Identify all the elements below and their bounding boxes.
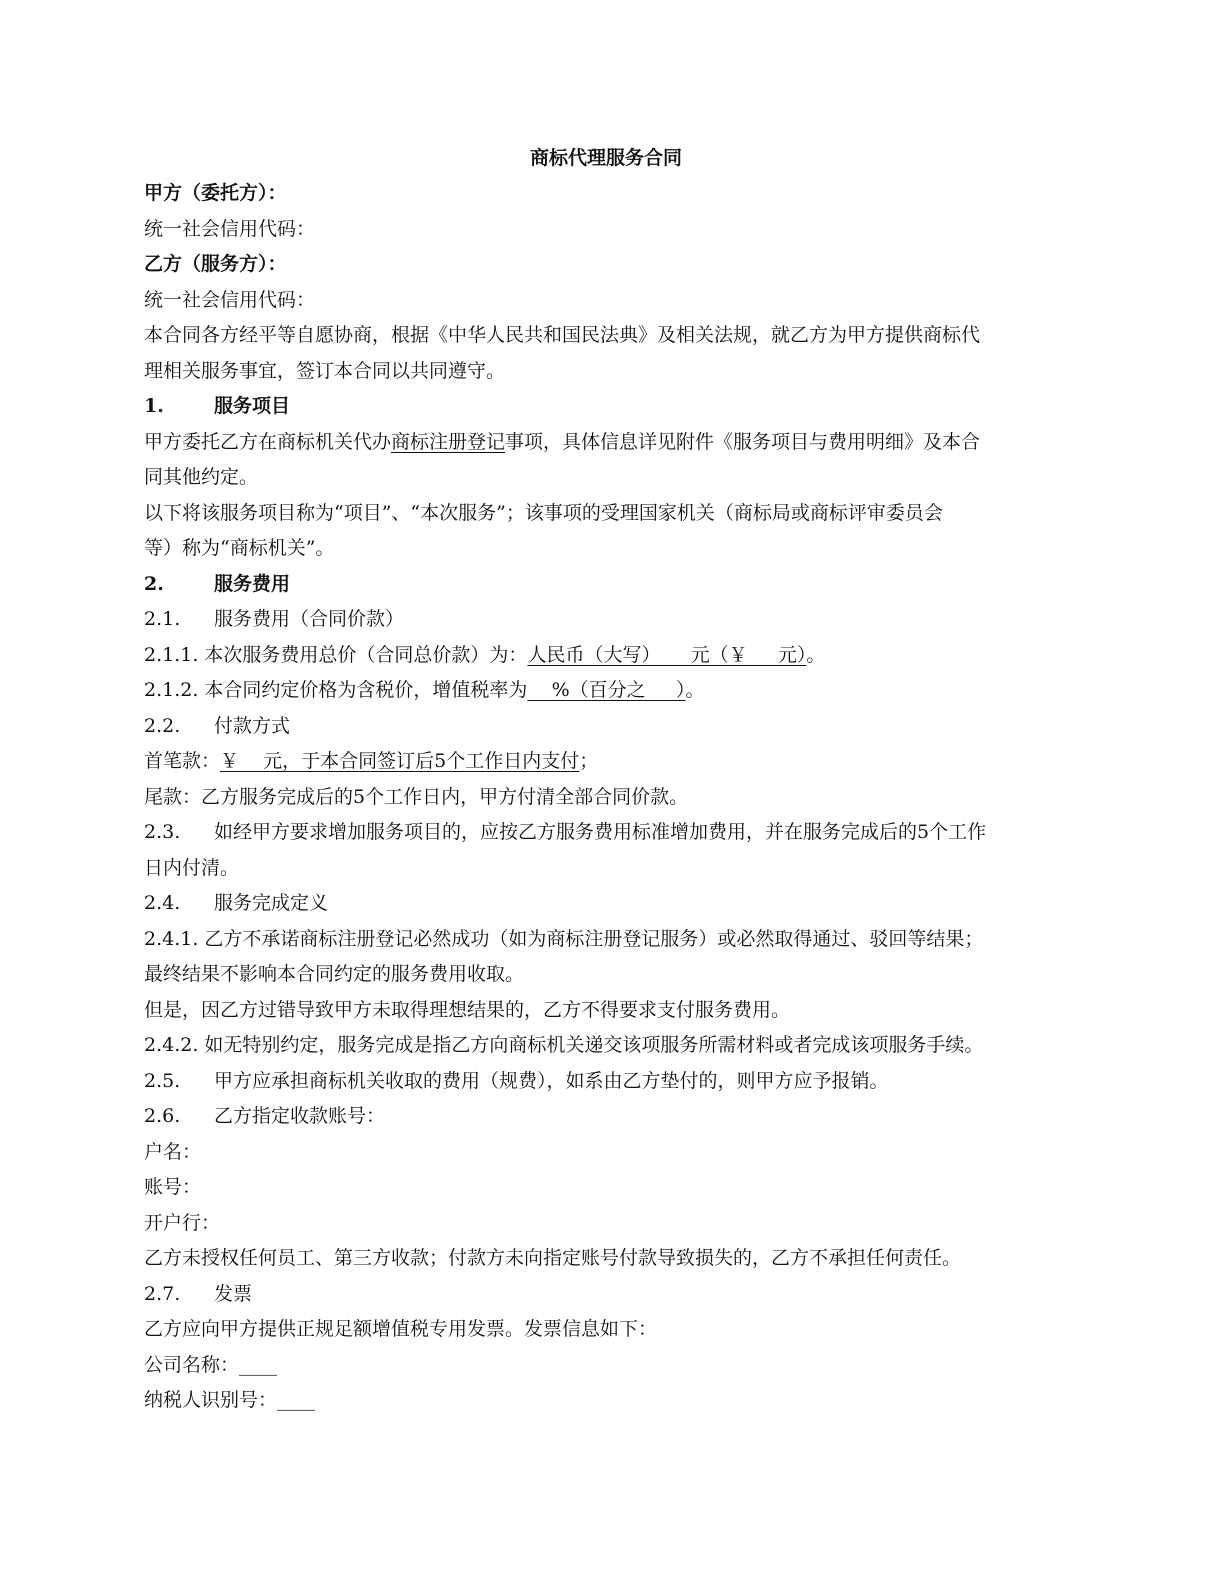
first-payment-blank: ￥ 元，于本合同签订后5个工作日内支付 — [220, 750, 580, 772]
clause-2-5 — [144, 1064, 1074, 1100]
taxpayer-id-field — [144, 1383, 1074, 1419]
clause-2-4-1-exception: 但是，因乙方过错导致甲方未取得理想结果的，乙方不得要求支付服务费用。 — [144, 998, 791, 1021]
clause-number: 2.5. — [144, 1069, 181, 1092]
clause-2-4 — [144, 886, 1074, 922]
clause-number: 2.4. — [144, 892, 181, 914]
first-payment — [144, 744, 1074, 780]
taxpayer-id-blank: ____ — [277, 1389, 316, 1411]
clause-text: 2.1.1. 本次服务费用总价（合同总价款）为： — [144, 643, 528, 666]
company-name-label: 公司名称： — [144, 1353, 240, 1376]
clause-2-4-1: 2.4.1. 乙方不承诺商标注册登记必然成功（如为商标注册登记服务）或必然取得通过、驳回等结果； — [144, 927, 984, 950]
tax-rate-blank: %（百分之 ） — [527, 679, 686, 701]
authorization-note: 乙方未授权任何员工、第三方收款；付款方未向指定账号付款导致损失的，乙方不承担任何责任。 — [144, 1247, 962, 1269]
clause-2-2 — [144, 709, 1074, 745]
party-b-label: 乙方（服务方）： — [144, 253, 287, 275]
section-2-heading — [144, 567, 1074, 603]
clause-text: 服务完成定义 — [214, 892, 329, 914]
clause-2-4-1-cont: 最终结果不影响本合同约定的服务费用收取。 — [144, 963, 525, 985]
clause-2-3 — [144, 815, 1074, 851]
section-1-title: 服务项目 — [214, 395, 291, 417]
section-1-text-post: 事项，具体信息详见附件《服务项目与费用明细》及本合 — [505, 430, 981, 453]
party-a-label: 甲方（委托方）： — [144, 182, 287, 204]
clause-number: 2.7. — [144, 1282, 181, 1305]
clause-text: 服务费用（合同价款） — [214, 608, 405, 630]
section-1-paragraph-1 — [144, 425, 1074, 461]
clause-text-end: 。 — [806, 643, 826, 666]
clause-text: 甲方应承担商标机关收取的费用（规费），如系由乙方垫付的，则甲方应予报销。 — [214, 1069, 889, 1092]
clause-2-1-1 — [144, 638, 1074, 674]
section-1-paragraph-2: 以下将该服务项目称为“项目”、“本次服务”；该事项的受理国家机关（商标局或商标评审委员会 — [144, 501, 943, 524]
document-title: 商标代理服务合同 — [529, 147, 682, 169]
preamble-line-2: 理相关服务事宜，签订本合同以共同遵守。 — [144, 359, 506, 382]
account-number-label: 账号： — [144, 1176, 202, 1198]
clause-2-1-2 — [144, 673, 1074, 709]
clause-2-3-cont: 日内付清。 — [144, 856, 240, 879]
clause-number: 2.3. — [144, 821, 181, 843]
clause-text: 乙方指定收款账号： — [214, 1105, 386, 1127]
section-1-heading — [144, 389, 1074, 425]
clause-text: 付款方式 — [214, 714, 291, 737]
clause-2-7 — [144, 1277, 1074, 1313]
clause-text-end: 。 — [685, 679, 705, 701]
clause-text-end: ； — [579, 750, 599, 772]
section-2-title: 服务费用 — [214, 572, 291, 595]
section-1-text-pre: 甲方委托乙方在商标机关代办 — [144, 430, 392, 453]
section-1-number: 1. — [144, 395, 164, 417]
contract-page — [144, 140, 1074, 1419]
clause-number: 2.1. — [144, 608, 181, 630]
party-b-credit-code: 统一社会信用代码： — [144, 288, 316, 311]
clause-text: 如经甲方要求增加服务项目的，应按乙方服务费用标准增加费用，并在服务完成后的5个工作 — [214, 821, 987, 843]
total-price-blank: 人民币（大写） 元（￥ 元） — [527, 643, 807, 666]
company-name-blank: ____ — [239, 1353, 278, 1376]
service-item-underlined: 商标注册登记 — [391, 430, 506, 453]
clause-number: 2.2. — [144, 714, 181, 737]
clause-2-4-2: 2.4.2. 如无特别约定，服务完成是指乙方向商标机关递交该项服务所需材料或者完成该项服务手续。 — [144, 1034, 984, 1056]
party-a-credit-code: 统一社会信用代码： — [144, 217, 316, 240]
taxpayer-id-label: 纳税人识别号： — [144, 1389, 278, 1411]
invoice-intro: 乙方应向甲方提供正规足额增值税专用发票。发票信息如下： — [144, 1318, 658, 1340]
final-payment: 尾款：乙方服务完成后的5个工作日内，甲方付清全部合同价款。 — [144, 785, 689, 808]
clause-text: 2.1.2. 本合同约定价格为含税价，增值税率为 — [144, 679, 528, 701]
clause-text: 发票 — [214, 1282, 253, 1305]
section-1-paragraph-1-cont: 同其他约定。 — [144, 466, 259, 488]
clause-2-6 — [144, 1099, 1074, 1135]
company-name-field — [144, 1348, 1074, 1384]
preamble-line-1: 本合同各方经平等自愿协商，根据《中华人民共和国民法典》及相关法规，就乙方为甲方提供商标代 — [144, 324, 981, 346]
clause-2-1 — [144, 602, 1074, 638]
bank-label: 开户行： — [144, 1211, 221, 1234]
first-payment-label: 首笔款： — [144, 750, 221, 772]
clause-number: 2.6. — [144, 1105, 181, 1127]
section-1-paragraph-2-cont: 等）称为“商标机关”。 — [144, 537, 335, 559]
section-2-number: 2. — [144, 572, 164, 595]
account-name-label: 户名： — [144, 1140, 202, 1163]
